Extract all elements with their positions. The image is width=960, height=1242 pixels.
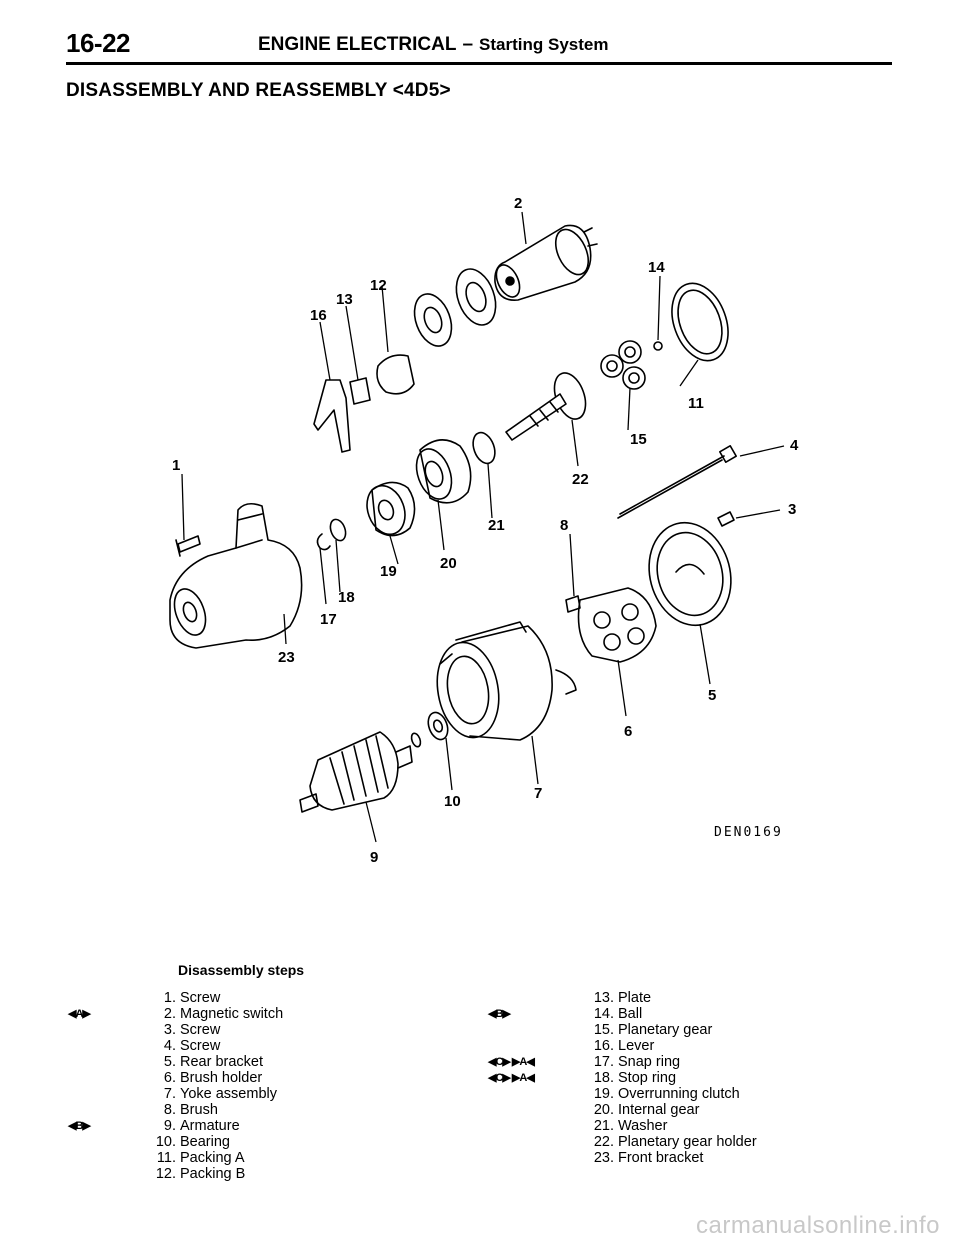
list-item <box>142 1134 283 1150</box>
service-mark: ◀C▶ ▶A◀ <box>488 1072 534 1084</box>
list-item <box>580 1118 757 1134</box>
step-name: Planetary gear <box>618 1022 713 1038</box>
list-item <box>580 1086 757 1102</box>
list-item <box>142 1166 283 1182</box>
callout-14: 14 <box>648 259 665 276</box>
callout-20: 20 <box>440 555 457 572</box>
list-item <box>142 1150 283 1166</box>
step-number: 19. <box>593 1086 614 1102</box>
list-item <box>580 1038 757 1054</box>
step-name: Screw <box>180 1022 221 1038</box>
yoke-assembly-part <box>430 622 576 742</box>
step-name: Bearing <box>180 1134 230 1150</box>
step-name: Magnetic switch <box>180 1006 284 1022</box>
list-item <box>580 1150 757 1166</box>
callout-15: 15 <box>630 431 647 448</box>
list-item <box>488 1054 757 1070</box>
list-item <box>142 1054 283 1070</box>
front-bracket-part <box>169 504 302 648</box>
step-name: Rear bracket <box>180 1054 264 1070</box>
armature-part <box>300 732 412 812</box>
list-item <box>580 1022 757 1038</box>
disassembly-steps-heading: Disassembly steps <box>178 962 305 978</box>
list-item <box>580 1134 757 1150</box>
step-number: 4. <box>163 1038 176 1054</box>
callout-11: 11 <box>688 395 704 412</box>
step-name: Lever <box>618 1038 655 1054</box>
step-number: 11. <box>156 1150 176 1166</box>
brush-holder-part <box>566 588 656 662</box>
through-bolt-4-part <box>618 446 736 518</box>
callout-23: 23 <box>278 649 295 666</box>
step-name: Front bracket <box>618 1150 704 1166</box>
callout-16: 16 <box>310 307 327 324</box>
step-number: 15. <box>593 1022 614 1038</box>
step-number: 6. <box>163 1070 176 1086</box>
list-item <box>68 1118 283 1134</box>
step-number: 12. <box>155 1166 176 1182</box>
ball-part <box>654 342 662 350</box>
snap-ring-part <box>317 534 330 550</box>
steps-list-left <box>68 990 284 1182</box>
step-number: 9. <box>163 1118 176 1134</box>
callout-1: 1 <box>172 457 181 474</box>
screw-1-part <box>176 536 200 556</box>
callout-12: 12 <box>370 277 387 294</box>
stop-ring-part <box>328 517 349 542</box>
step-number: 16. <box>593 1038 614 1054</box>
step-name: Internal gear <box>618 1102 700 1118</box>
step-number: 1. <box>163 990 176 1006</box>
subsection-title: Starting System <box>479 35 609 54</box>
callout-4: 4 <box>790 437 799 454</box>
washer-part <box>469 430 499 467</box>
callout-7: 7 <box>534 785 543 802</box>
callout-9: 9 <box>370 849 379 866</box>
planetary-gear-parts <box>601 341 645 389</box>
step-name: Overrunning clutch <box>618 1086 740 1102</box>
service-mark: ◀B▶ <box>488 1008 510 1020</box>
steps-list-right <box>488 990 757 1166</box>
watermark: carmanualsonline.info <box>696 1212 940 1239</box>
service-mark: ◀A▶ <box>68 1008 90 1020</box>
step-number: 18. <box>593 1070 614 1086</box>
page-title: DISASSEMBLY AND REASSEMBLY <4D5> <box>66 80 451 101</box>
step-name: Snap ring <box>618 1054 681 1070</box>
page-number: 16-22 <box>66 28 130 58</box>
step-number: 3. <box>163 1022 176 1038</box>
callout-22: 22 <box>572 471 589 488</box>
callout-13: 13 <box>336 291 353 308</box>
list-item <box>142 990 283 1006</box>
step-number: 5. <box>163 1054 176 1070</box>
packing-a-part <box>662 276 738 369</box>
service-mark: ◀B▶ <box>68 1120 90 1132</box>
step-name: Planetary gear holder <box>618 1134 757 1150</box>
step-number: 8. <box>163 1102 176 1118</box>
step-name: Stop ring <box>618 1070 677 1086</box>
step-name: Ball <box>618 1006 643 1022</box>
magnetic-switch-part <box>492 224 597 300</box>
list-item <box>142 1022 283 1038</box>
step-number: 7. <box>163 1086 176 1102</box>
step-name: Plate <box>618 990 652 1006</box>
plate-parts <box>408 264 503 352</box>
plate-13-part <box>350 378 370 404</box>
callout-5: 5 <box>708 687 717 704</box>
step-number: 17. <box>593 1054 614 1070</box>
callout-17: 17 <box>320 611 337 628</box>
service-mark: ◀C▶ ▶A◀ <box>488 1056 534 1068</box>
step-name: Packing A <box>180 1150 245 1166</box>
step-number: 2. <box>163 1006 176 1022</box>
list-item <box>488 1006 757 1022</box>
step-name: Brush holder <box>180 1070 263 1086</box>
list-item <box>580 1102 757 1118</box>
callout-2: 2 <box>514 195 523 212</box>
step-number: 14. <box>593 1006 614 1022</box>
callout-8: 8 <box>560 517 569 534</box>
step-number: 23. <box>593 1150 614 1166</box>
callout-18: 18 <box>338 589 355 606</box>
step-number: 13. <box>593 990 614 1006</box>
step-name: Brush <box>180 1102 218 1118</box>
diagram-code: DEN0169 <box>714 825 783 840</box>
lever-part <box>314 380 350 452</box>
internal-gear-part <box>410 440 471 504</box>
callout-21: 21 <box>488 517 505 534</box>
screw-3-part <box>718 512 734 526</box>
step-number: 21. <box>593 1118 614 1134</box>
step-number: 10. <box>155 1134 176 1150</box>
step-number: 22. <box>593 1134 614 1150</box>
header-dash: – <box>462 34 474 55</box>
callout-19: 19 <box>380 563 397 580</box>
step-name: Packing B <box>180 1166 246 1182</box>
step-number: 20. <box>593 1102 614 1118</box>
step-name: Yoke assembly <box>180 1086 277 1102</box>
packing-b-part <box>377 355 414 394</box>
overrunning-clutch-part <box>361 480 415 539</box>
step-name: Screw <box>180 990 221 1006</box>
planetary-gear-holder-part <box>506 369 591 440</box>
callout-3: 3 <box>788 501 797 518</box>
step-name: Washer <box>618 1118 668 1134</box>
section-title: ENGINE ELECTRICAL <box>258 34 457 55</box>
list-item <box>142 1102 283 1118</box>
list-item <box>488 1070 757 1086</box>
list-item <box>580 990 757 1006</box>
step-name: Armature <box>180 1118 240 1134</box>
list-item <box>142 1086 283 1102</box>
callout-10: 10 <box>444 793 461 810</box>
list-item <box>142 1038 283 1054</box>
list-item <box>142 1070 283 1086</box>
step-name: Screw <box>180 1038 221 1054</box>
list-item <box>68 1006 284 1022</box>
callout-6: 6 <box>624 723 633 740</box>
